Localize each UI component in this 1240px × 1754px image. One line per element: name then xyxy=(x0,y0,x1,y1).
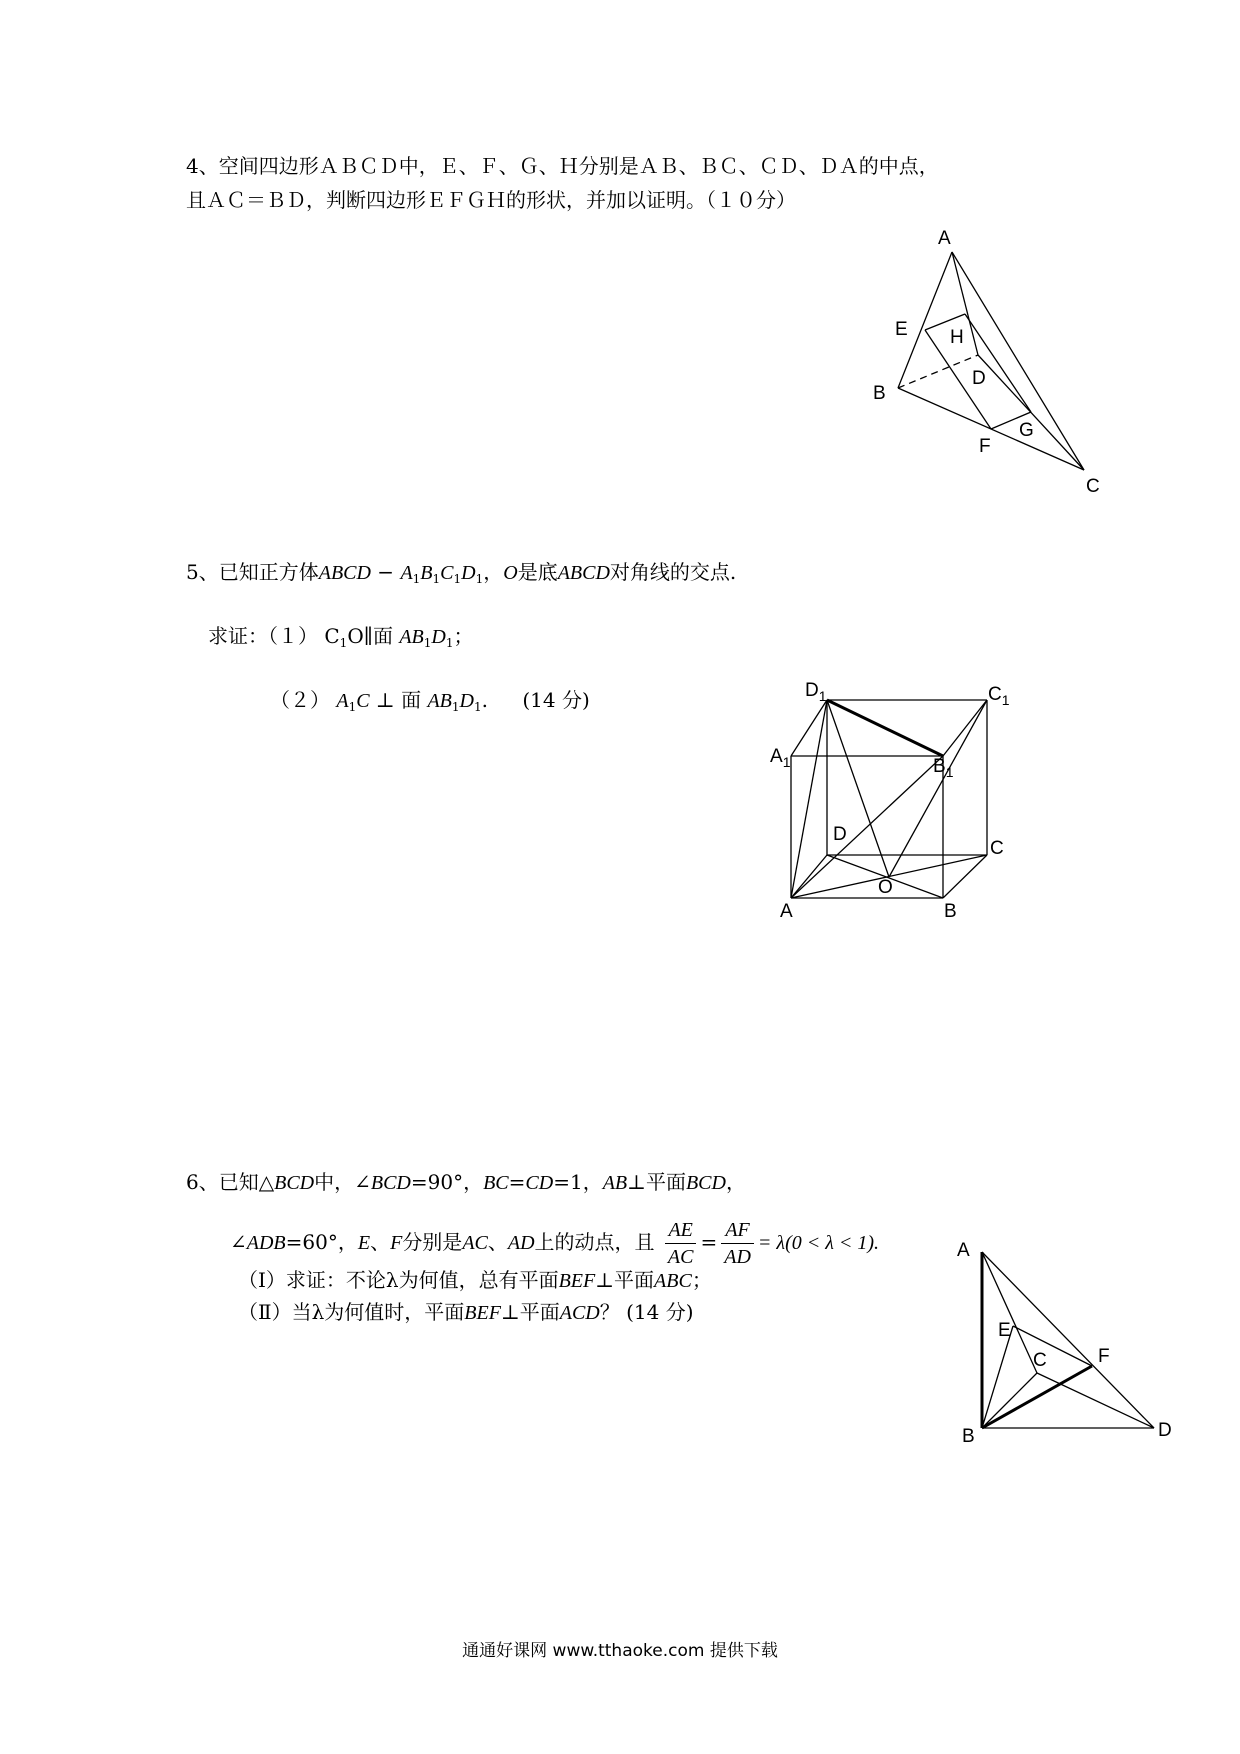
q5-label-A: A xyxy=(780,901,793,922)
edge-AC xyxy=(982,1252,1037,1373)
q6-label-E: E xyxy=(998,1320,1011,1341)
q5-label-B1: $B_1$ xyxy=(933,756,954,780)
q6-line2: ∠ADB=60°，E、F分别是AC、AD上的动点，且 $\frac{AE}{AC}$ = $\frac{AF}{AD}$ = λ(0 < λ < 1). xyxy=(230,1219,880,1268)
q5-statement: 5、已知正方体ABCD − $A_1B_1C_1D_1$，O是底ABCD对角线的交点. xyxy=(186,560,737,586)
q4-label-G: G xyxy=(1019,420,1034,441)
fraction-AE-AC: $\frac{AE}{AC}$ xyxy=(665,1217,697,1270)
q5-label-D1: $D_1$ xyxy=(805,680,827,704)
q5-label-B: B xyxy=(944,901,957,922)
q6-part2: （Ⅱ）当λ为何值时，平面BEF⊥平面ACD？ (14 分) xyxy=(238,1300,694,1324)
q4-label-F: F xyxy=(979,436,991,457)
q4-label-A: A xyxy=(938,228,951,249)
q4-label-C: C xyxy=(1086,476,1100,497)
q4-label-H: H xyxy=(950,327,964,348)
fraction-AF-AD: $\frac{AF}{AD}$ xyxy=(721,1217,754,1270)
q5-proof-part2: （２） $A_1C$ ⊥ 面 $AB_1D_1$. (14 分) xyxy=(270,688,590,714)
q6-label-B: B xyxy=(962,1426,975,1447)
page-footer: 通通好课网 www.tthaoke.com 提供下载 xyxy=(462,1641,778,1661)
q6-label-D: D xyxy=(1158,1420,1172,1441)
q6-label-A: A xyxy=(957,1240,970,1261)
q4-label-D: D xyxy=(972,368,986,389)
q5-label-O: O xyxy=(878,877,893,898)
q6-part1: （Ⅰ）求证：不论λ为何值，总有平面BEF⊥平面ABC； xyxy=(238,1268,712,1292)
q6-label-C: C xyxy=(1033,1350,1047,1371)
edge-CD xyxy=(1037,1373,1154,1428)
q5-label-A1: $A_1$ xyxy=(770,746,791,770)
q4-text-line2: 且ＡＣ＝ＢＤ，判断四边形ＥＦＧＨ的形状，并加以证明。（１０分） xyxy=(186,188,796,212)
q5-label-C: C xyxy=(990,838,1004,859)
q5-proof-part1: 求证：（１） $C_1O\parallel$面 $AB_1D_1$； xyxy=(208,624,474,650)
q6-label-F: F xyxy=(1098,1346,1110,1367)
q4-text-line1: 4、空间四边形ＡＢＣＤ中，Ｅ、Ｆ、Ｇ、Ｈ分别是ＡＢ、ＢＣ、ＣＤ、ＤＡ的中点， xyxy=(186,154,939,178)
q6-line1: 6、已知△BCD中，∠BCD=90°，BC=CD=1，AB⊥平面BCD， xyxy=(186,1170,746,1194)
q4-label-B: B xyxy=(873,383,886,404)
q4-label-E: E xyxy=(895,319,908,340)
q5-label-C1: $C_1$ xyxy=(988,684,1010,708)
q5-label-D: D xyxy=(833,824,847,845)
